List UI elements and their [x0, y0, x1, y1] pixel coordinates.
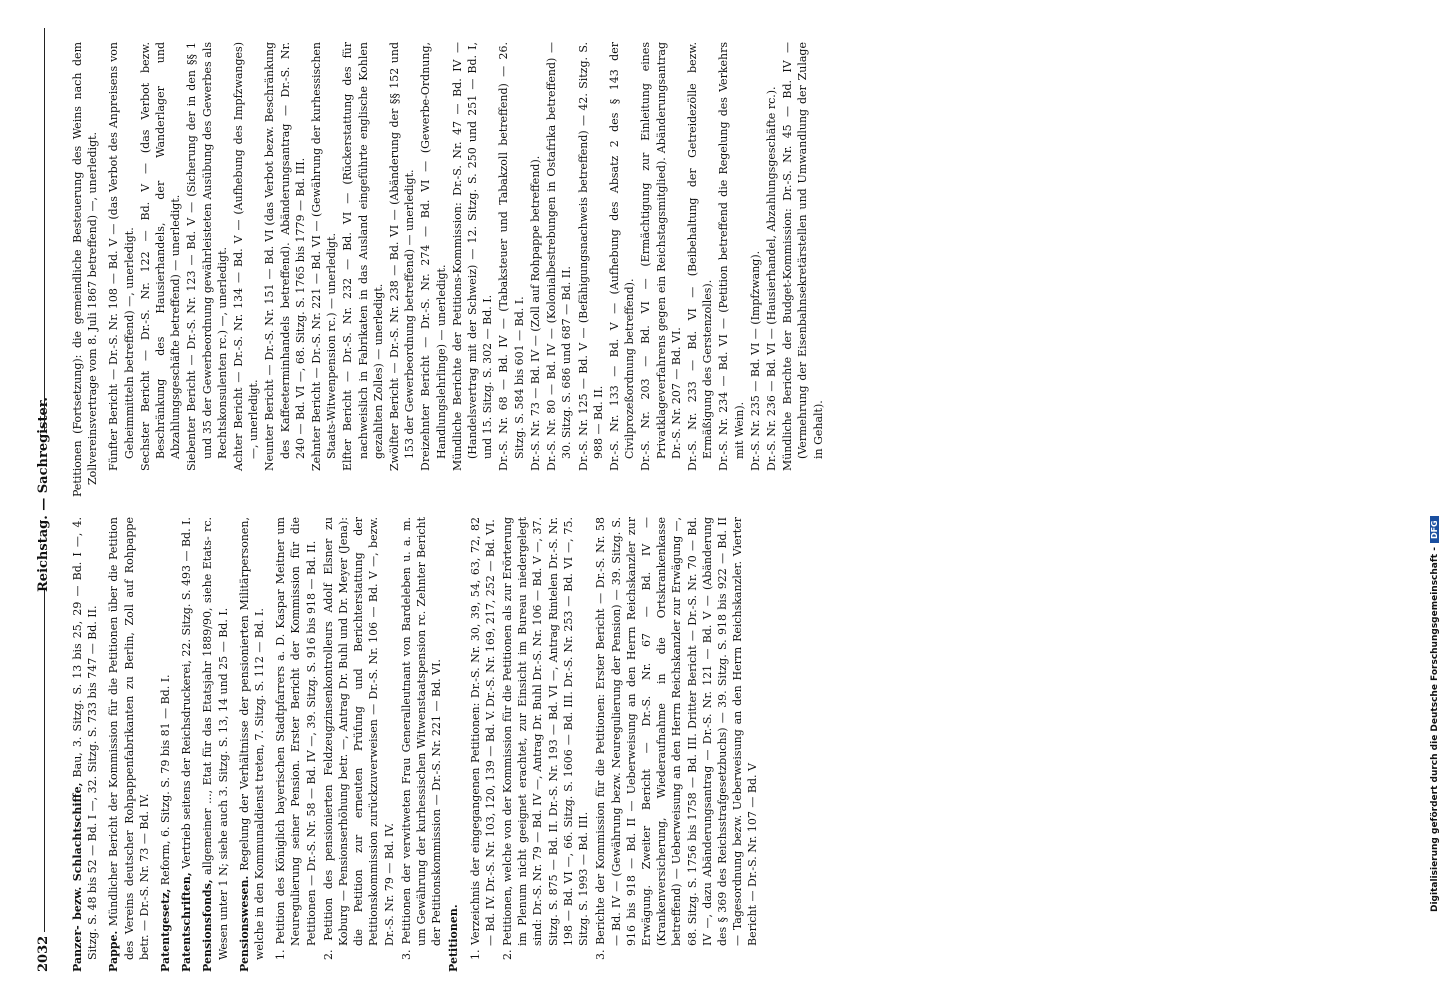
page-number: 2032 [36, 935, 51, 972]
header-rule-left [44, 588, 45, 932]
entry-head: Patentgesetz, [159, 888, 173, 972]
page-header [30, 28, 60, 972]
entry-text: allgemeiner ..., Etat für das Etatsjahr 1889/90, siehe Etats- rc. Wesen unter 1 N; siehe auch 3. Sitzg. S. 13, 14 und 25 — Bd. I. [201, 517, 230, 960]
report-entry: Dr.-S. Nr. 133 — Bd. V — (Aufhebung des Absatz 2 des § 143 der Civilprozeßordnung betreffend). [607, 42, 637, 471]
header-rule-right [44, 28, 45, 432]
report-entry: Zehnter Bericht — Dr.-S. Nr. 221 — Bd. VI — (Gewährung der kurhessischen Staats-Witwenpension rc.) — unerledigt. [310, 42, 339, 471]
sub-entry: 3. Petitionen der verwitweten Frau Generalleutnant von Bardeleben u. a. m. um Gewährung der kurhessischen Witwenstaatspension rc. Zehnter Bericht der Petitionskommission — Dr.-S. Nr. 221 — Bd. VI. [399, 517, 444, 960]
dfg-logo: DFG [1430, 516, 1439, 543]
entry-head: Pappe. [107, 930, 121, 972]
digitization-note [1430, 32, 1450, 912]
sub-entry: 1. Petition des Königlich bayerischen Stadtpfarrers a. D. Kaspar Meitner um Neuregulierung seiner Pension. Erster Bericht der Kommission für die Petitionen — Dr.-S. Nr. 58 — Bd. IV —, 39. Sitzg. S. 916 bis 918 — Bd. II. [274, 517, 318, 960]
report-entry: Siebenter Bericht — Dr.-S. Nr. 123 — Bd. V — (Sicherung der in den §§ 1 und 35 der Gewerbeordnung gewährleisteten Ausübung des Gewerbes als Rechtskonsulenten rc.) —, unerledigt. [185, 42, 229, 471]
report-entry: Zwölfter Bericht — Dr.-S. Nr. 238 — Bd. VI — (Abänderung der §§ 152 und 153 der Gewerbeordnung betreffend) — unerledigt. [388, 42, 417, 471]
entry-head: Pensionsfonds, [201, 879, 215, 972]
entry-text: Mündlicher Bericht der Kommission für die Petitionen über die Petition des Vereins deutscher Rohpappenfabrikanten zu Berlin, Zoll auf Rohpappe betr. — Dr.-S. Nr. 73 — Bd. IV. [107, 516, 151, 960]
sub-entry: 1. Verzeichnis der eingegangenen Petitionen: Dr.-S. Nr. 30, 39, 54, 63, 72, 82 — Bd. IV. Dr.-S. Nr. 103, 120, 139 — Bd. V. Dr.-S. Nr. 169, 217, 252 — Bd. VI. [468, 517, 497, 960]
report-entry: Achter Bericht — Dr.-S. Nr. 134 — Bd. V — (Aufhebung des Impfzwanges) —, unerledigt. [232, 42, 261, 471]
report-entry: Dr.-S. Nr. 234 — Bd. VI — (Petition betreffend die Regelung des Verkehrs mit Wein). [717, 42, 746, 471]
report-entry: Dr.-S. Nr. 80 — Bd. IV — (Kolonialbestrebungen in Ostafrika betreffend) — 30. Sitzg. S. 686 und 687 — Bd. II. [545, 42, 574, 471]
report-entry: Dr.-S. Nr. 68 — Bd. IV — (Tabaksteuer und Tabakzoll betreffend) — 26. Sitzg. S. 584 bis 601 — Bd. I. [497, 42, 526, 471]
entry-text: Vertrieb seitens der Reichsdruckerei, 22. Sitzg. S. 493 — Bd. I. [180, 517, 194, 869]
right-column [70, 42, 825, 497]
left-column [70, 516, 760, 972]
index-entry [179, 517, 194, 972]
page-title: Reichstag. — Sachregister. [36, 397, 51, 592]
report-entry: Dr.-S. Nr. 233 — Bd. VI — (Beibehaltung der Getreidezölle bezw. Ermäßigung des Gerstenzolles). [685, 42, 715, 471]
index-entry [446, 517, 461, 972]
document-page [30, 28, 1440, 972]
report-entry: Dr.-S. Nr. 203 — Bd. VI — (Ermächtigung zur Einleitung eines Privatklageverfahrens gegen ein Reichstagsmitglied). Abänderungsantrag Dr.-S. Nr. 207 — Bd. VI. [639, 42, 683, 471]
index-entry [158, 517, 173, 972]
report-entry: Elfter Bericht — Dr.-S. Nr. 232 — Bd. VI — (Rückerstattung des für nachweislich in Fabrikaten in das Ausland eingeführte englische Kohlen gezahlten Zolles) — unerledigt. [341, 42, 385, 471]
report-entry: Fünfter Bericht — Dr.-S. Nr. 108 — Bd. V — (das Verbot des Anpreisens von Geheimmitteln betreffend) —, unerledigt. [107, 42, 136, 471]
report-entry: Dr.-S. Nr. 73 — Bd. IV — (Zoll auf Rohpappe betreffend). [528, 155, 542, 471]
entry-head: Pensionswesen. [237, 875, 251, 972]
entry-head: Panzer- bezw. Schlachtschiffe, [71, 782, 84, 972]
entry-head: Petitionen. [447, 904, 461, 972]
index-entry [237, 517, 267, 972]
index-entry: Petitionen (Fortsetzung): die gemeindliche Besteuerung des Weins nach dem Zollvereinsvertrage vom 8. Juli 1867 betreffend) —, unerledigt. [71, 42, 100, 497]
index-entry [106, 517, 152, 972]
report-entry: Dr.-S. Nr. 236 — Bd. VI — (Hausierhandel, Abzahlungsgeschäfte rc.). [764, 86, 778, 471]
sub-entry: 3. Berichte der Kommission für die Petitionen: Erster Bericht — Dr.-S. Nr. 58 — Bd. IV — (Gewährung bezw. Neuregulierung der Pension) — 39. Sitzg. S. 916 bis 918 — Bd. II — Ueberweisung an den Herrn Reichskanzler zur Erwägung. Zweiter Bericht — Dr.-S. Nr. 67 — Bd. IV — (Krankenversicherung, Wiederaufnahme in die Ortskrankenkasse betreffend) — Ueberweisung an den Herrn Reichskanzler zur Erwägung —, 68. Sitzg. S. 1756 bis 1758 — Bd. III. Dritter Bericht — Dr.-S. Nr. 70 — Bd. IV —, dazu Abänderungsantrag — Dr.-S. Nr. 121 — Bd. V — (Abänderung des § 369 des Reichsstrafgesetzbuchs) — 39. Sitzg. S. 918 bis 922 — Bd. II — Tagesordnung bezw. Ueberweisung an den Herrn Reichskanzler. Vierter Bericht — Dr.-S. Nr. 107 — Bd. V [594, 517, 760, 960]
entry-text: Bau, 3. Sitzg. S. 13 bis 25, 29 — Bd. I —, 4. Sitzg. S. 48 bis 52 — Bd. I —, 32. Sitzg. S. 733 bis 747 — Bd. II. [71, 516, 100, 960]
report-entry: Dreizehnter Bericht — Dr.-S. Nr. 274 — Bd. VI — (Gewerbe-Ordnung, Handlungslehrlinge) — unerledigt. [419, 42, 448, 471]
report-entry: Dr.-S. Nr. 125 — Bd. V — (Befähigungsnachweis betreffend) — 42. Sitzg. S. 988 — Bd. II. [576, 42, 605, 471]
index-entry [200, 517, 230, 972]
entry-head: Patentschriften, [180, 872, 194, 972]
entry-text: Reform, 6. Sitzg. S. 79 bis 81 — Bd. I. [159, 674, 173, 886]
sub-entry: 2. Petition des pensionierten Feldzeugzinsenkontrolleurs Adolf Elsner zu Koburg — Pensionserhöhung betr. —, Antrag Dr. Buhl und Dr. Meyer (Jena): die Petition zur erneuten Prüfung und Berichterstattung der Petitionskommission zurückzuverweisen — Dr.-S. Nr. 106 — Bd. V —, bezw. Dr.-S. Nr. 79 — Bd. IV. [321, 517, 396, 960]
report-entry: Neunter Bericht — Dr.-S. Nr. 151 — Bd. VI (das Verbot bezw. Beschränkung des Kaffeeterminhandels betreffend). Abänderungsantrag — Dr.-S. Nr. 240 — Bd. VI —, 68. Sitzg. S. 1765 bis 1779 — Bd. III. [263, 42, 307, 471]
index-entry [70, 517, 100, 972]
report-entry: Sechster Bericht — Dr.-S. Nr. 122 — Bd. V — (das Verbot bezw. Beschränkung des Hausierhandels, der Wanderlager und Abzahlungsgeschäfte betreffend) — unerledigt. [138, 42, 183, 471]
entry-text: Regelung der Verhältnisse der pensionierten Militärpersonen, welche in den Kommunaldienst treten, 7. Sitzg. S. 112 — Bd. I. [237, 517, 267, 960]
digitization-text: Digitalisierung gefördert durch die Deutsche Forschungsgemeinschaft - [1430, 547, 1440, 912]
report-entry: Dr.-S. Nr. 235 — Bd. VI — (Impfzwang). [748, 250, 762, 471]
report-entry: Mündliche Berichte der Petitions-Kommission: Dr.-S. Nr. 47 — Bd. IV — (Handelsvertrag mit der Schweiz) — 12. Sitzg. S. 250 und 251 — Bd. I, und 15. Sitzg. S. 302 — Bd. I. [450, 42, 495, 471]
sub-entry: 2. Petitionen, welche von der Kommission für die Petitionen als zur Erörterung im Plenum nicht geeignet erachtet, zur Einsicht im Bureau niedergelegt sind: Dr.-S. Nr. 79 — Bd. IV —, Antrag Dr. Buhl Dr.-S. Nr. 106 — Bd. V —, 37. Sitzg. S. 875 — Bd. II. Dr.-S. Nr. 193 — Bd. VI —, Antrag Rintelen Dr.-S. Nr. 198 — Bd. VI —, 66. Sitzg. S. 1606 — Bd. III. Dr.-S. Nr. 253 — Bd. VI —, 75. Sitzg. S. 1993 — Bd. III. [501, 517, 591, 960]
report-entry: Mündliche Berichte der Budget-Kommission: Dr.-S. Nr. 45 — Bd. IV — (Vermehrung der Eisenbahnsekretärstellen und Umwandlung der Zulage in Gehalt). [781, 42, 825, 471]
